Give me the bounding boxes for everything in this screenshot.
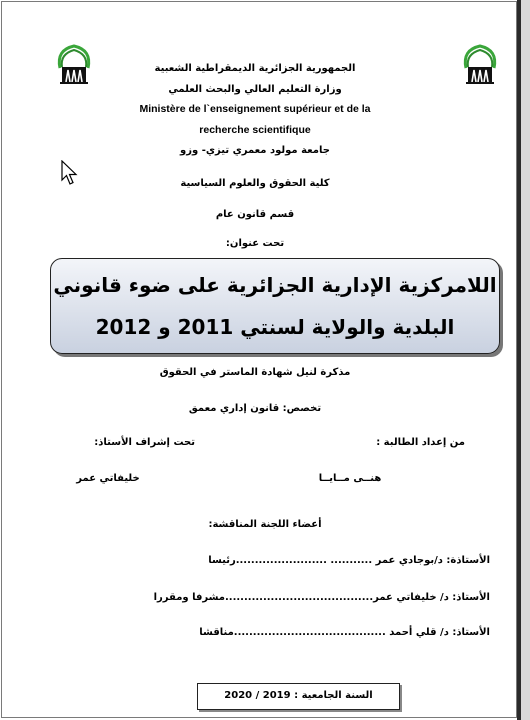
- republic-name: الجمهورية الجزائرية الديمقراطية الشعبية: [154, 63, 356, 74]
- mouse-cursor-icon: [61, 160, 79, 186]
- specialty: تخصص: قانون إداري معمق: [188, 403, 322, 414]
- university-name: جامعة مولود معمري تيزي- وزو: [180, 145, 330, 156]
- thesis-purpose: مذكرة لنيل شهادة الماستر في الحقوق: [159, 367, 351, 378]
- ministry-french-line2: recherche scientifique: [199, 124, 311, 136]
- supervisor-label: تحت إشراف الأستاذ:: [94, 437, 195, 448]
- committee-heading: أعضاء اللجنة المناقشة:: [208, 519, 322, 530]
- thesis-title-line2: البلدية والولاية لسنتي 2011 و 2012: [95, 315, 455, 339]
- committee-member: الأستاذ: د/ خليفاتي عمر.......................................مشرفا ومقررا: [153, 592, 490, 603]
- university-logo-icon: [52, 40, 96, 90]
- viewer-background: [521, 0, 530, 720]
- university-logo-icon: [458, 40, 502, 90]
- ministry-french-line1: Ministère de l`enseignement supérieur et de la: [139, 103, 371, 115]
- faculty-name: كلية الحقوق والعلوم السياسية: [180, 178, 330, 189]
- thesis-title-line1: اللامركزية الإدارية الجزائرية على ضوء قانوني: [53, 273, 497, 297]
- academic-year-box: السنة الجامعية : 2019 / 2020: [197, 683, 400, 710]
- under-title-label: تحت عنوان:: [225, 238, 285, 249]
- student-label: من إعداد الطالبة :: [376, 437, 465, 448]
- ministry-arabic: وزارة التعليم العالي والبحث العلمي: [168, 84, 342, 95]
- student-name: هنــى مــايــا: [318, 473, 382, 484]
- committee-member: الأستاذة: د/بوجادي عمر ........... ........................رئيسا: [208, 555, 490, 566]
- supervisor-name: خليفاتي عمر: [76, 473, 140, 484]
- thesis-title-box: [50, 258, 500, 354]
- department-name: قسم قانون عام: [215, 209, 295, 220]
- committee-member: الأستاذ: د/ قلي أحمد ........................................مناقشا: [199, 627, 490, 638]
